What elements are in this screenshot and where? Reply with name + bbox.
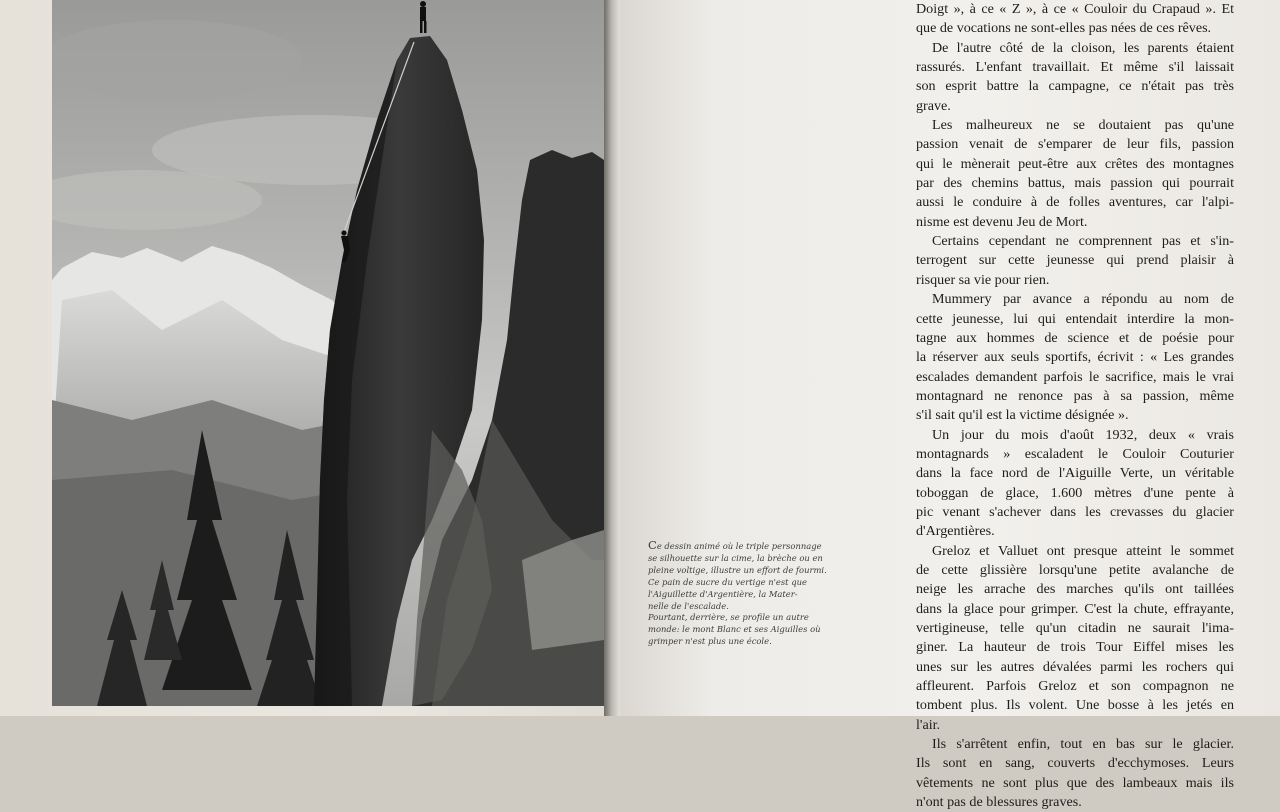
text-line: unes sur les autres dévalées parmi les rochers qui [916, 658, 1234, 675]
text-line: d'Argentières. [916, 523, 995, 540]
caption-line: Pourtant, derrière, se profile un autre [648, 612, 809, 623]
left-page [0, 0, 608, 716]
text-line: Ils sont en sang, couverts d'ecchymoses. Leurs [916, 755, 1234, 772]
caption-line: Ce dessin animé où le triple personnage [648, 538, 822, 552]
text-line: s'il sait qu'il est la victime désignée ». [916, 407, 1129, 424]
photo-caption [648, 540, 832, 648]
body-text [916, 0, 1234, 812]
text-line: tombent plus. Ils volent. Une bosse à les jetés en [916, 697, 1234, 714]
text-line: montagnards » escaladent le Couloir Couturier [916, 445, 1234, 462]
text-line: dans la face nord de l'Aiguille Verte, un véritable [916, 465, 1234, 482]
text-line: Un jour du mois d'août 1932, deux « vrais [932, 426, 1234, 443]
text-line: dans la glace pour grimper. C'est la chute, effrayante, [916, 600, 1234, 617]
caption-line: Ce pain de sucre du vertige n'est que [648, 576, 807, 587]
text-line: Certains cependant ne comprennent pas et s'in- [932, 233, 1234, 250]
text-line: escalades demandent parfois le sacrifice, mais le vrai [916, 368, 1234, 385]
caption-line: pleine voltige, illustre un effort de fourmi. [648, 564, 827, 575]
text-line: montagnard ne renonce pas à sa passion, même [916, 387, 1234, 404]
mountain-photograph [52, 0, 604, 706]
text-line: nisme est devenu Jeu de Mort. [916, 213, 1088, 230]
text-line: Doigt », à ce « Z », à ce « Couloir du Crapaud ». Et [916, 1, 1234, 17]
caption-line: monde: le mont Blanc et ses Aiguilles où [648, 624, 821, 635]
text-line: neige les arrache des marches qu'ils ont taillées [916, 581, 1234, 598]
text-line: toboggan de glace, 1.600 mètres d'une pente à [916, 484, 1234, 501]
text-line: par des chemins battus, mais passion qui pourrait [916, 175, 1234, 192]
text-line: giner. La hauteur de trois Tour Eiffel mises les [916, 639, 1234, 656]
text-line: la réserver aux seuls sportifs, écrivit : « Les grandes [916, 349, 1234, 366]
text-line: vertigineuse, telle qu'un citadin ne saurait l'ima- [916, 620, 1234, 636]
text-line: affleurent. Parfois Greloz et son compagnon ne [916, 678, 1234, 695]
caption-line: nelle de l'escalade. [648, 600, 729, 611]
caption-line: l'Aiguillette d'Argentière, la Mater- [648, 588, 798, 599]
text-line: de cette glissière lorsqu'une petite avalanche de [916, 561, 1234, 578]
text-line: vêtements ne sont plus que des lambeaux mais ils [916, 774, 1234, 791]
text-line: cette jeunesse, lui qui entendait interdire la mon- [916, 310, 1234, 327]
text-line: rassurés. L'enfant travaillait. Et même s'il laissait [916, 59, 1234, 76]
text-line: l'air. [916, 716, 941, 733]
text-line: son esprit battre la campagne, ce n'était pas très [916, 78, 1234, 95]
text-line: tagne aux hommes de science et de poésie pour [916, 329, 1234, 346]
text-line: Mummery par avance a répondu au nom de [932, 291, 1234, 308]
text-line: Les malheureux ne se doutaient pas qu'une [932, 117, 1234, 134]
text-line: n'ont pas de blessures graves. [916, 794, 1082, 811]
text-line: Greloz et Valluet ont presque atteint le sommet [932, 542, 1234, 559]
text-line: pic venant s'achever dans les crevasses du glacier [916, 503, 1234, 520]
text-line: qui le mènerait peut-être aux crêtes des montagnes [916, 155, 1234, 172]
text-line: De l'autre côté de la cloison, les parents étaient [932, 39, 1234, 56]
text-line: que de vocations ne sont-elles pas nées de ces rêves. [916, 20, 1212, 37]
text-line: passion venait de s'emparer de leur fils, passion [916, 136, 1234, 153]
text-line: grave. [916, 97, 951, 114]
text-line: Ils s'arrêtent enfin, tout en bas sur le glacier. [932, 736, 1234, 753]
text-line: aussi le conduire à de folles aventures, car l'alpi- [916, 194, 1234, 211]
caption-line: grimper n'est plus une école. [648, 636, 772, 647]
text-line: terrogent sur cette jeunesse qui prend plaisir à [916, 252, 1234, 269]
caption-line: se silhouette sur la cime, la brèche ou en [648, 552, 823, 563]
text-line: risquer sa vie pour rien. [916, 271, 1050, 288]
